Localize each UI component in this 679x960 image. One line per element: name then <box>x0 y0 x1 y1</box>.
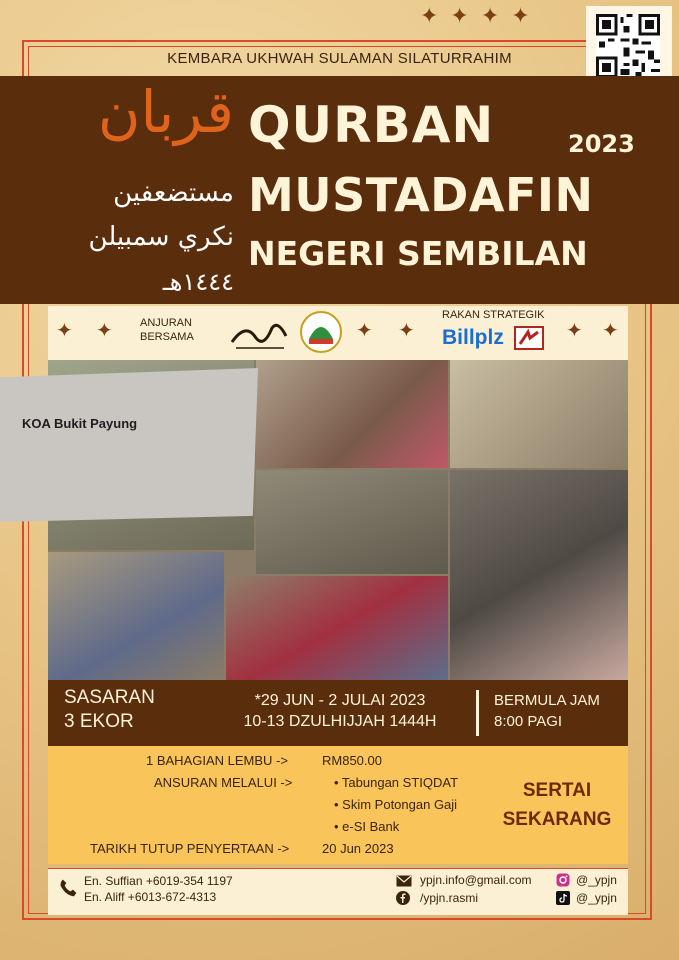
deadline-date: 20 Jun 2023 <box>322 841 394 856</box>
organizer-label-line2: BERSAMA <box>140 331 194 343</box>
star-icon: ✦ <box>356 318 373 342</box>
organizer-label-line1: ANJURAN <box>140 317 192 329</box>
star-icon: ✦ <box>398 318 415 342</box>
installment-label: ANSURAN MELALUI -> <box>154 775 293 790</box>
phone-contact-2[interactable]: En. Aliff +6013-672-4313 <box>84 890 217 904</box>
main-title-negeri: NEGERI SEMBILAN <box>248 234 588 273</box>
arabic-line-3: ١٤٤٤هـ <box>162 268 234 296</box>
collage-photo-5 <box>450 470 628 680</box>
arabic-line-2: نكري سمبيلن <box>88 222 234 252</box>
installment-option-3: • e-SI Bank <box>334 819 400 834</box>
main-title-qurban: QURBAN <box>248 96 495 154</box>
instagram-icon <box>556 873 570 887</box>
partner-billplz-logo: Billplz <box>442 326 504 349</box>
star-icon: ✦ <box>602 318 619 342</box>
phone-contact-1[interactable]: En. Suffian +6019-354 1197 <box>84 874 233 888</box>
partner-logo-icon <box>514 326 544 350</box>
organizer-label <box>140 316 194 344</box>
star-icon: ✦ <box>96 318 113 342</box>
decorative-stars-icon: ✦✦✦✦ <box>420 4 542 29</box>
collage-photo-3 <box>450 360 628 468</box>
installment-option-1: • Tabungan STIQDAT <box>334 775 459 790</box>
cta-line1: SERTAI <box>522 780 592 801</box>
installment-option-2: • Skim Potongan Gaji <box>334 797 458 812</box>
qr-code-icon[interactable] <box>596 14 660 78</box>
target-line1: SASARAN <box>64 687 155 708</box>
start-time-line1: BERMULA JAM <box>494 692 600 709</box>
date-line1: *29 JUN - 2 JULAI 2023 <box>254 692 426 709</box>
star-icon: ✦ <box>56 318 73 342</box>
title-year: 2023 <box>568 130 635 158</box>
collage-photo-7 <box>226 576 448 680</box>
campaign-subtitle: KEMBARA UKHWAH SULAMAN SILATURRAHIM <box>167 50 512 67</box>
partner-label: RAKAN STRATEGIK <box>442 309 545 321</box>
share-label: 1 BAHAGIAN LEMBU -> <box>146 753 288 768</box>
main-title-mustadafin: MUSTADAFIN <box>248 168 594 222</box>
phone-icon <box>58 878 78 898</box>
tiktok-icon <box>556 891 570 905</box>
torn-paper-label <box>0 368 258 522</box>
target-line2: 3 EKOR <box>64 711 134 732</box>
star-icon: ✦ <box>566 318 583 342</box>
divider <box>476 690 479 736</box>
share-price: RM850.00 <box>322 753 382 768</box>
facebook-handle[interactable]: /ypjn.rasmi <box>420 891 479 905</box>
cta-line2: SEKARANG <box>502 809 612 830</box>
date-block <box>210 690 470 732</box>
start-time-line2: 8:00 PAGI <box>494 713 563 730</box>
email-address[interactable]: ypjn.info@gmail.com <box>420 873 532 887</box>
organizer-calligraphy-logo <box>226 312 292 354</box>
date-line2: 10-13 DZULHIJJAH 1444H <box>243 713 437 730</box>
start-time-block <box>494 690 600 732</box>
collage-photo-4 <box>256 470 448 574</box>
facebook-icon <box>396 891 410 905</box>
target-block <box>64 686 155 734</box>
photo-location-caption: KOA Bukit Payung <box>22 416 138 431</box>
organizer-emblem-logo <box>300 309 342 355</box>
email-icon <box>396 875 412 887</box>
deadline-label: TARIKH TUTUP PENYERTAAN -> <box>90 841 290 856</box>
arabic-line-1: مستضعفين <box>113 178 234 208</box>
collage-photo-6 <box>48 552 224 680</box>
join-now-cta[interactable] <box>494 776 620 834</box>
instagram-handle[interactable]: @_ypjn <box>576 873 617 887</box>
collage-photo-2 <box>256 360 448 468</box>
arabic-title: قربان <box>97 78 234 146</box>
tiktok-handle[interactable]: @_ypjn <box>576 891 617 905</box>
